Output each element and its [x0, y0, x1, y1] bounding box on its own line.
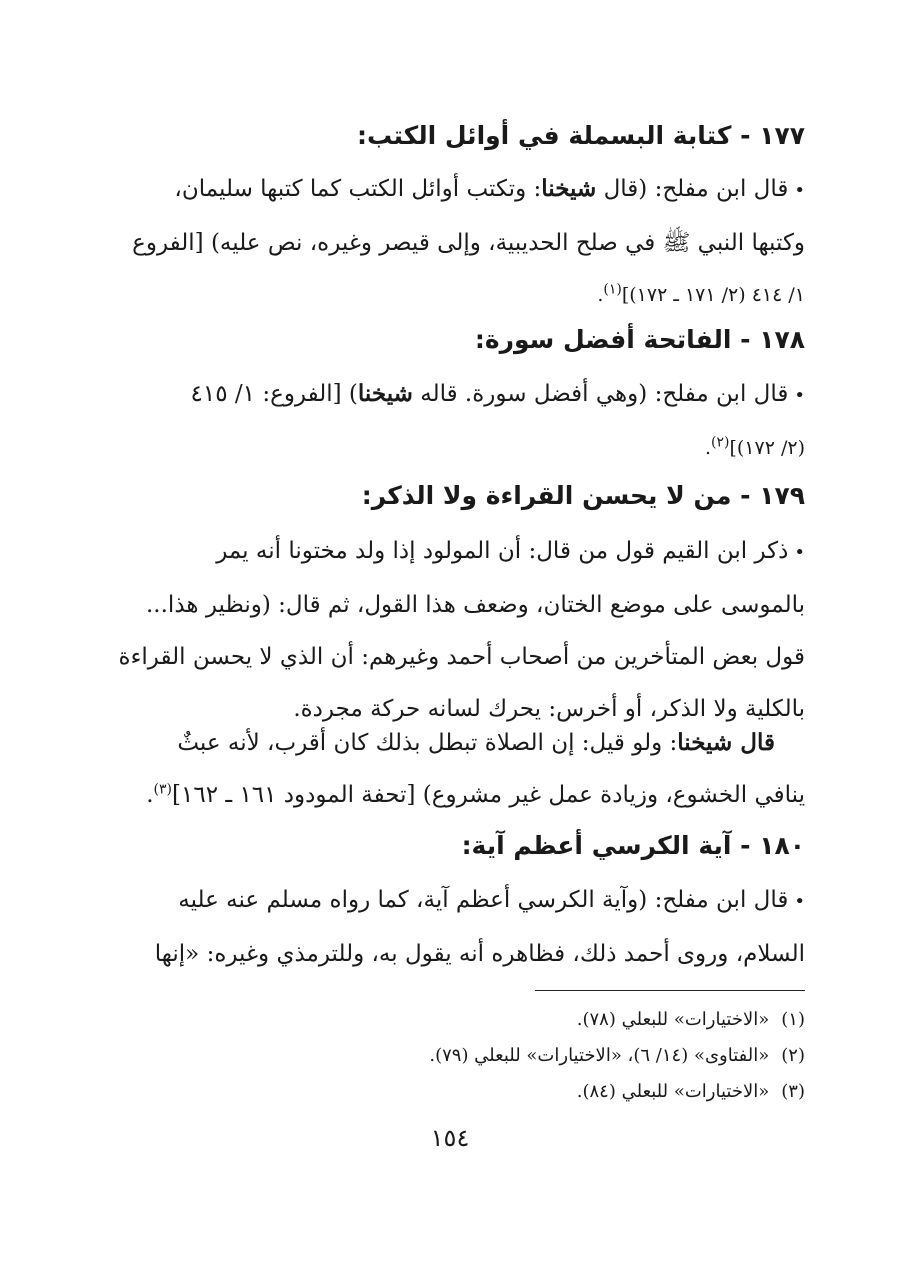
section-179-citation: [95, 769, 805, 821]
text-span: .: [704, 437, 711, 459]
text-span: : وتكتب أوائل الكتب كما كتبها سليمان،: [174, 176, 542, 202]
text-line: قول بعض المتأخرين من أصحاب أحمد وغيرهم: أن الذي لا يحسن القراءة: [118, 644, 805, 670]
section-heading-178: ١٧٨ - الفاتحة أفضل سورة:: [474, 325, 805, 354]
section-heading-179: ١٧٩ - من لا يحسن القراءة ولا الذكر:: [361, 481, 805, 510]
citation-text: ١/ ٤١٤ (٢/ ١٧١ ـ ١٧٢)]: [621, 284, 805, 306]
text-line: وكتبها النبي ﷺ في صلح الحديبية، وإلى قيصر وغيره، نص عليه) [الفروع: [132, 230, 805, 256]
section-180-body: [95, 874, 805, 980]
citation-line: [95, 269, 805, 321]
section-177-body: [95, 163, 805, 321]
text-line: [95, 717, 775, 769]
text-line: [95, 769, 805, 821]
text-span: قال ابن مفلح: (قال: [596, 176, 789, 202]
footnote-2: [95, 1042, 805, 1070]
page-number: ١٥٤: [430, 1124, 470, 1152]
text-line: بالكلية ولا الذكر، أو أخرس: يحرك لسانه حركة مجردة.: [293, 696, 805, 722]
section-179-body: [95, 525, 805, 735]
footnote-ref: (١): [603, 281, 622, 298]
bullet-icon: •: [794, 180, 805, 201]
footnote-ref: (٣): [153, 781, 173, 798]
bullet-icon: •: [794, 385, 805, 406]
section-178-body: [95, 368, 805, 474]
footnote-number: (٣): [781, 1081, 805, 1102]
text-span: قال ابن مفلح: (وآية الكرسي أعظم آية، كما رواه مسلم عنه عليه: [178, 887, 789, 913]
shaykh-label: قال شيخنا: [677, 729, 775, 756]
section-179-continuation: [95, 717, 805, 769]
text-span: ) [الفروع: ١/ ٤١٥: [190, 381, 358, 407]
text-span: .: [597, 284, 604, 306]
footnote-1: [95, 1006, 805, 1034]
shaykh-label: شيخنا: [541, 175, 597, 202]
text-span: ذكر ابن القيم قول من قال: أن المولود إذا ولد مختونا أنه يمر: [216, 538, 789, 564]
footnote-3: [95, 1078, 805, 1106]
text-span: قال ابن مفلح: (وهي أفضل سورة. قاله: [412, 381, 789, 407]
footnote-text: «الاختيارات» للبعلي (٨٤).: [576, 1081, 770, 1102]
bullet-icon: •: [794, 891, 805, 912]
text-span: .: [146, 782, 154, 808]
text-line: [95, 874, 805, 928]
shaykh-label: شيخنا: [357, 380, 413, 407]
footnote-text: «الاختيارات» للبعلي (٧٨).: [576, 1009, 770, 1030]
footnote-text: «الفتاوى» (١٤/ ٦)، «الاختيارات» للبعلي (٧٩).: [429, 1045, 770, 1066]
section-heading-177: ١٧٧ - كتابة البسملة في أوائل الكتب:: [357, 121, 805, 150]
citation-text: (٢/ ١٧٢)]: [729, 437, 805, 459]
footnote-divider: [535, 990, 805, 991]
bullet-icon: •: [794, 542, 805, 563]
citation-line: [95, 422, 805, 474]
footnote-ref: (٢): [710, 434, 730, 451]
text-line: [95, 163, 805, 217]
text-line: السلام، وروى أحمد ذلك، فظاهره أنه يقول به، وللترمذي وغيره: «إنها: [154, 941, 805, 967]
text-span: : ولو قيل: إن الصلاة تبطل بذلك كان أقرب، لأنه عبثٌ: [177, 730, 678, 756]
text-line: [95, 525, 805, 579]
section-heading-180: ١٨٠ - آية الكرسي أعظم آية:: [461, 831, 805, 860]
footnote-number: (١): [781, 1009, 805, 1030]
text-line: بالموسى على موضع الختان، وضعف هذا القول، ثم قال: (ونظير هذا...: [146, 592, 805, 618]
footnote-number: (٢): [781, 1045, 805, 1066]
text-line: [95, 368, 805, 422]
citation-text: ينافي الخشوع، وزيادة عمل غير مشروع) [تحفة المودود ١٦١ ـ ١٦٢]: [172, 782, 805, 808]
